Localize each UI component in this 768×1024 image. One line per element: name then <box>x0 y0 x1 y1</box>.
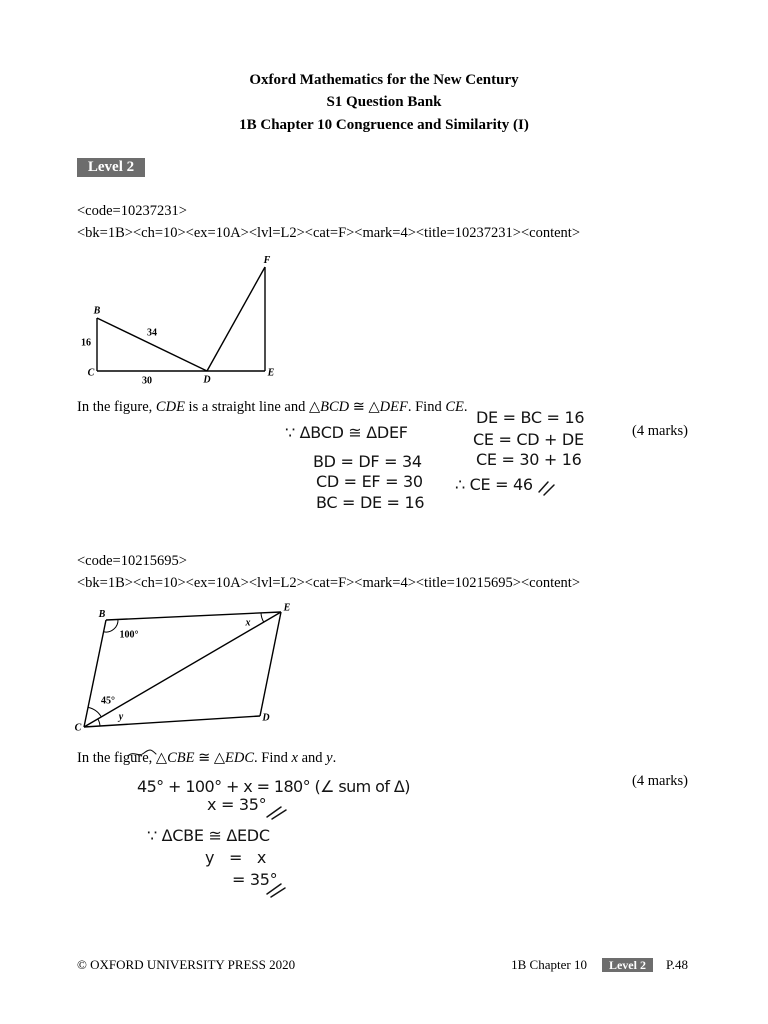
question-1-prompt <box>77 398 467 416</box>
footer-copyright: © OXFORD UNIVERSITY PRESS 2020 <box>77 957 296 972</box>
handwritten-line: CD = EF = 30 <box>316 472 423 491</box>
handwritten-line: BC = DE = 16 <box>316 493 425 512</box>
question-1-marks: (4 marks) <box>632 423 688 439</box>
handwritten-answer: = 35° <box>232 870 278 889</box>
prompt-math: CBE <box>167 750 195 766</box>
angle-label-c-lower: y <box>118 711 124 723</box>
footer-chapter: 1B Chapter 10 <box>511 957 587 972</box>
question-2-code: <code=10215695> <box>77 553 187 569</box>
vertex-label-d: D <box>203 374 211 386</box>
vertex-label-c: C <box>74 722 82 734</box>
prompt-text: In the figure, <box>77 750 156 766</box>
congruent-symbol: ≅ <box>349 399 369 415</box>
prompt-math: CDE <box>155 399 185 415</box>
book-subtitle: S1 Question Bank <box>326 94 442 110</box>
prompt-math: x <box>291 750 298 766</box>
prompt-text: In the figure, <box>77 399 156 415</box>
vertex-label-b: B <box>98 609 106 620</box>
side-cb <box>84 620 106 727</box>
handwritten-scribble-mark <box>126 746 158 762</box>
level-badge: Level 2 <box>77 158 145 177</box>
slash-stroke <box>539 482 548 492</box>
prompt-math: EDC <box>225 750 255 766</box>
side-be <box>106 612 281 620</box>
slash-stroke <box>267 807 281 817</box>
prompt-text: and <box>297 750 327 766</box>
question-1-figure <box>70 250 290 390</box>
angle-label-e: x <box>245 617 251 629</box>
handwritten-line: ∵ ΔBCD ≅ ΔDEF <box>285 423 408 442</box>
prompt-text: is a straight line and <box>184 399 309 415</box>
book-title: Oxford Mathematics for the New Century <box>249 72 519 88</box>
angle-arc-e <box>261 613 264 622</box>
triangle-symbol: △ <box>308 399 321 415</box>
side-ed <box>260 612 281 716</box>
answer-double-slash-mark <box>536 478 558 496</box>
angle-arc-c-upper <box>88 707 101 717</box>
triangle-symbol: △ <box>368 399 380 415</box>
side-dc <box>84 716 260 727</box>
angle-label-c-upper: 45° <box>101 695 115 707</box>
vertex-label-b: B <box>93 305 101 317</box>
side-label-bc: 16 <box>81 337 91 349</box>
vertex-label-f: F <box>263 255 271 266</box>
side-df <box>207 267 265 371</box>
handwritten-line: BD = DF = 34 <box>313 452 422 471</box>
scribble-stroke <box>128 750 156 756</box>
prompt-text: . Find <box>407 399 446 415</box>
handwritten-line: ∵ ΔCBE ≅ ΔEDC <box>147 826 270 845</box>
chapter-title: 1B Chapter 10 Congruence and Similarity (I) <box>239 117 529 133</box>
vertex-label-c: C <box>87 367 95 379</box>
page-number: P.48 <box>665 957 688 972</box>
question-2-prompt <box>77 749 336 767</box>
handwritten-line: DE = BC = 16 <box>476 408 585 427</box>
prompt-math: CE <box>445 399 464 415</box>
angle-label-b: 100° <box>119 629 139 641</box>
prompt-text: . <box>332 750 337 766</box>
side-bd <box>97 318 207 371</box>
handwritten-line: 45° + 100° + x = 180° (∠ sum of Δ) <box>137 777 410 796</box>
prompt-math: y <box>326 750 333 766</box>
footer-level-badge: Level 2 <box>602 958 653 972</box>
handwritten-answer: x = 35° <box>207 795 267 814</box>
footer-right-group <box>511 957 688 973</box>
answer-double-slash-mark <box>264 879 288 897</box>
side-label-cd: 30 <box>142 375 152 387</box>
prompt-text: . <box>463 399 468 415</box>
answer-double-slash-mark <box>264 801 288 819</box>
side-label-bd: 34 <box>147 327 157 339</box>
question-2-marks: (4 marks) <box>632 773 688 789</box>
prompt-math: DEF <box>379 399 408 415</box>
handwritten-answer: ∴ CE = 46 <box>455 475 533 494</box>
congruent-symbol: ≅ <box>194 750 214 766</box>
handwritten-line: y = x <box>205 848 267 867</box>
triangle-symbol: △ <box>155 750 168 766</box>
question-1-code: <code=10237231> <box>77 203 187 219</box>
slash-stroke <box>544 485 554 495</box>
prompt-math: BCD <box>320 399 350 415</box>
handwritten-line: CE = 30 + 16 <box>476 450 582 469</box>
triangle-symbol: △ <box>213 750 226 766</box>
vertex-label-e: E <box>267 367 275 379</box>
prompt-text: . Find <box>254 750 292 766</box>
question-2-figure <box>70 598 300 738</box>
question-1-meta: <bk=1B><ch=10><ex=10A><lvl=L2><cat=F><mark=4><title=10237231><content> <box>77 225 580 241</box>
handwritten-line: CE = CD + DE <box>473 430 584 449</box>
vertex-label-e: E <box>283 602 291 614</box>
vertex-label-d: D <box>262 712 270 724</box>
angle-arc-c-lower <box>98 719 100 726</box>
question-2-meta: <bk=1B><ch=10><ex=10A><lvl=L2><cat=F><mark=4><title=10215695><content> <box>77 575 580 591</box>
